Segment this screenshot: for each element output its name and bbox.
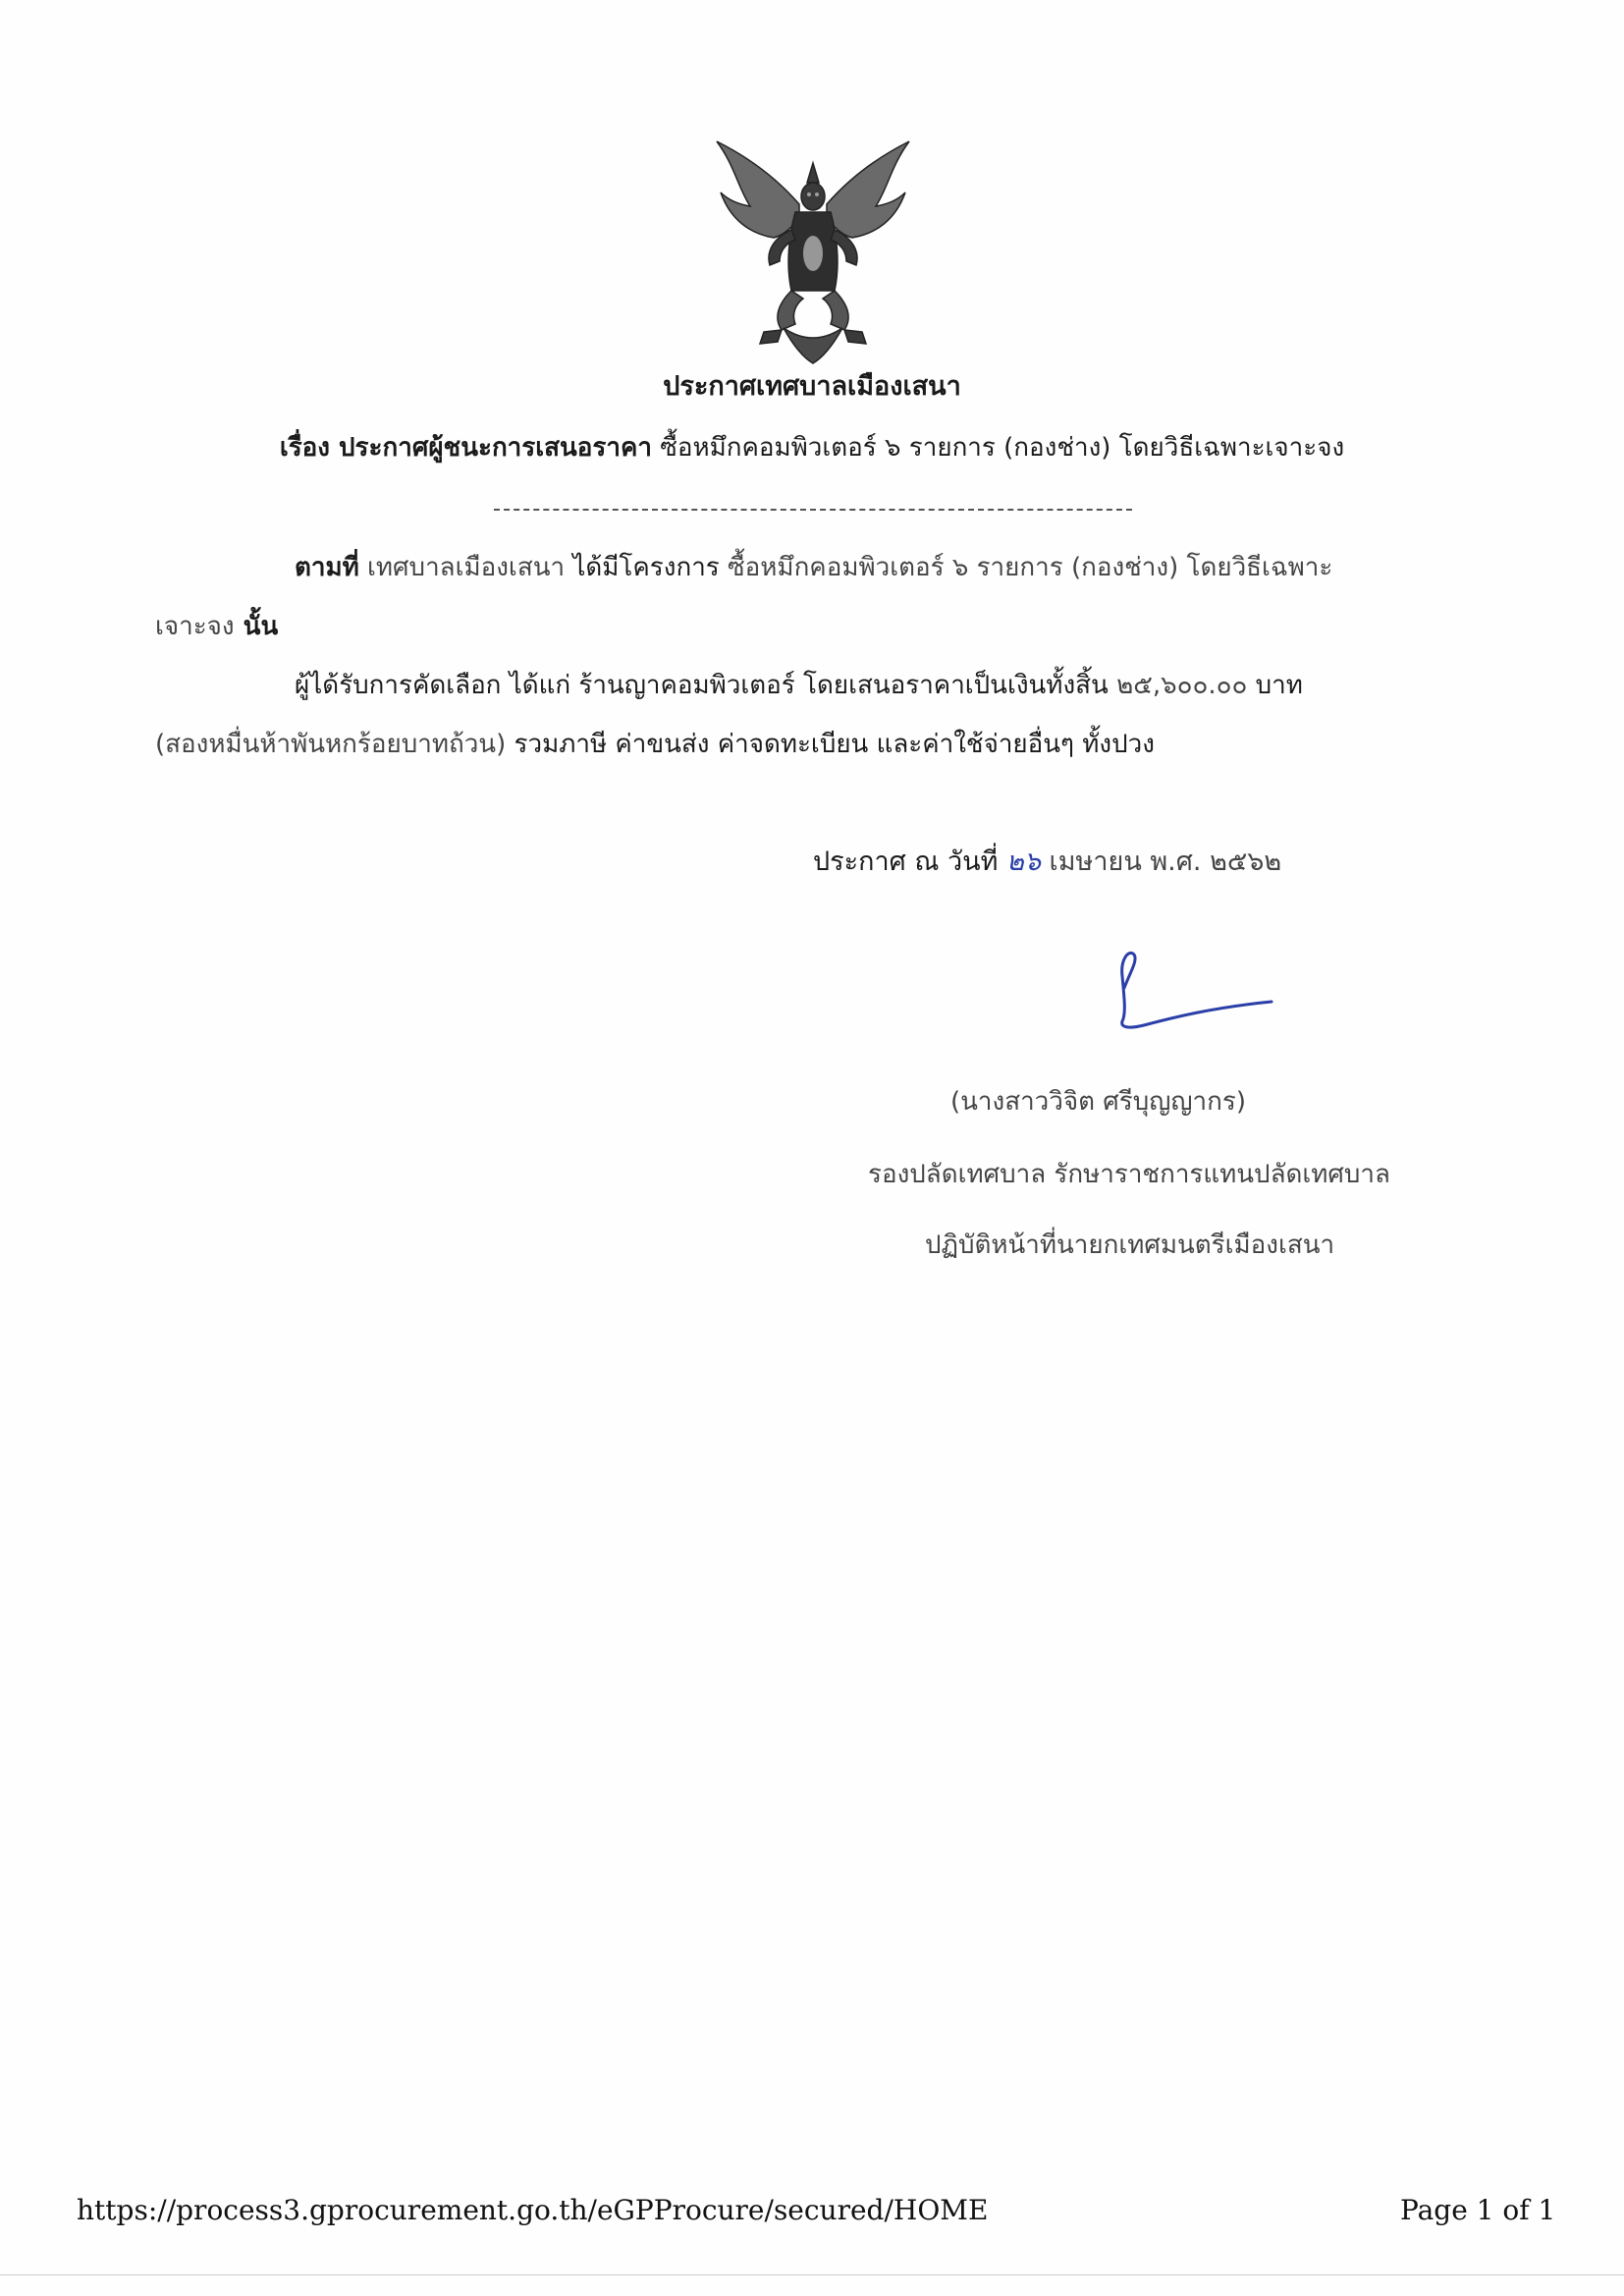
- p2-lead: ผู้ได้รับการคัดเลือก ได้แก่ ร้านญาคอมพิวเตอร์ โดยเสนอราคาเป็นเงินทั้งสิ้น: [295, 671, 1117, 700]
- footer-url: https://process3.gprocurement.go.th/eGPProcure/secured/HOME: [77, 2194, 989, 2226]
- paragraph-2-line-1: [295, 666, 1303, 705]
- announcement-title: [0, 367, 1624, 407]
- p1-rest: ซื้อหมึกคอมพิวเตอร์ ๖ รายการ (กองช่าง) โดยวิธีเฉพาะ: [719, 553, 1333, 582]
- garuda-emblem-icon: [705, 136, 921, 369]
- p2-end: บาท: [1247, 671, 1303, 700]
- bottom-rule: [0, 2274, 1624, 2275]
- subject-text: ซื้อหมึกคอมพิวเตอร์ ๖ รายการ (กองช่าง) โดยวิธีเฉพาะเจาะจง: [651, 433, 1345, 463]
- date-month-year: เมษายน พ.ศ. ๒๕๖๒: [1040, 847, 1282, 877]
- p2-amount: ๒๕,๖๐๐.๐๐: [1116, 671, 1248, 700]
- p1-lead: ตามที่: [295, 553, 359, 582]
- p3-words: (สองหมื่นห้าพันหกร้อยบาทถ้วน): [155, 730, 507, 759]
- date-day-handwritten: ๒๖: [1006, 847, 1041, 877]
- p1-end: นั้น: [234, 612, 279, 641]
- p1-org: เทศบาลเมืองเสนา: [358, 553, 573, 582]
- p1-mid: ได้มีโครงการ: [572, 553, 720, 582]
- signatory-position-1: รองปลัดเทศบาล รักษาราชการแทนปลัดเทศบาล: [868, 1160, 1390, 1189]
- announcement-date: [813, 843, 1281, 882]
- announcement-title-text: ประกาศเทศบาลเมืองเสนา: [663, 371, 961, 402]
- signatory-name: (นางสาววิจิต ศรีบุญญากร): [950, 1087, 1246, 1117]
- announcement-subject: [0, 428, 1624, 467]
- subject-label: เรื่อง ประกาศผู้ชนะการเสนอราคา: [279, 433, 652, 463]
- signatory-position-2: ปฏิบัติหน้าที่นายกเทศมนตรีเมืองเสนา: [925, 1230, 1335, 1260]
- footer-page-number: Page 1 of 1: [1400, 2194, 1556, 2226]
- p1-cont: เจาะจง: [155, 612, 235, 641]
- dashed-divider: [494, 509, 1132, 511]
- paragraph-1-line-2: [155, 607, 278, 646]
- handwritten-signature: [1105, 943, 1281, 1041]
- p3-rest: รวมภาษี ค่าขนส่ง ค่าจดทะเบียน และค่าใช้จ่ายอื่นๆ ทั้งปวง: [506, 730, 1155, 759]
- paragraph-1-line-1: [295, 548, 1332, 587]
- paragraph-2-line-2: [155, 725, 1155, 764]
- date-prefix: ประกาศ ณ วันที่: [813, 847, 1007, 877]
